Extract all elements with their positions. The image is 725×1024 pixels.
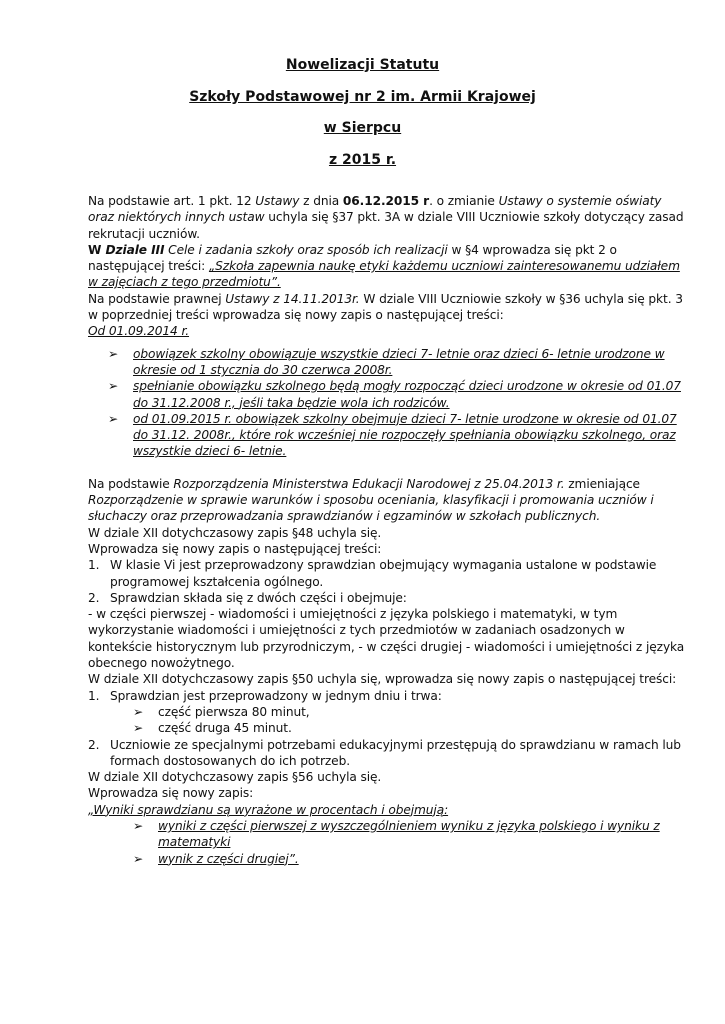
- arrow-bullet-icon: ➢: [133, 721, 144, 736]
- numbered-item-3: 1. Sprawdzian jest przeprowadzony w jednym dniu i trwa:: [88, 688, 442, 703]
- line-new-entry: Wprowadza się nowy zapis o następującej treści:: [88, 541, 382, 556]
- title-line-4: z 2015 r.: [328, 151, 397, 168]
- list-item: ➢ część druga 45 minut.: [133, 721, 292, 736]
- list-item: ➢ wyniki z części pierwszej z wyszczególnieniem wyniku z języka polskiego i wyniku z matematyki: [133, 818, 660, 850]
- exam-parts-paragraph: - w części pierwszej - wiadomości i umiejętności z języka polskiego i matematyki, w tym wykorzystanie wiadomości i umiejętności z tych przedmiotów w zadaniach osadzonych w kontekście historycznym lub przyrodniczym, - w części drugiej - wiadomości i umiejętności z języka obecnego nowożytnego.: [88, 607, 685, 671]
- results-intro: „Wyniki sprawdzianu są wyrażone w procentach i obejmują:: [88, 802, 449, 817]
- numbered-item-1: 1. W klasie Vi jest przeprowadzony sprawdzian obejmujący wymagania ustalone w podstawie programowej kształcenia ogólnego.: [88, 558, 657, 589]
- paragraph-3: Na podstawie prawnej Ustawy z 14.11.2013r. W dziale VIII Uczniowie szkoły w §36 uchyla się pkt. 3 w poprzedniej treści wprowadza się nowy zapis o następującej treści: Od 01.09.2014 r.: [88, 291, 683, 339]
- list-item: ➢ od 01.09.2015 r. obowiązek szkolny obejmuje dzieci 7- letnie urodzone w okresie od 01.07 do 31.12. 2008r., które rok wcześniej nie rozpoczęły spełniania obowiązku szkolnego, oraz wszystkie dzieci 6- letnie.: [108, 411, 677, 459]
- paragraph-2: W Dziale III Cele i zadania szkoły oraz sposób ich realizacji w §4 wprowadza się pkt 2 o następującej treści: „Szkoła zapewnia naukę etyki każdemu uczniowi zainteresowanemu udziałem w zajęciach z tego przedmiotu”.: [88, 242, 680, 290]
- arrow-bullet-icon: ➢: [108, 379, 119, 394]
- arrow-bullet-icon: ➢: [133, 818, 144, 833]
- line-56: W dziale XII dotychczasowy zapis §56 uchyla się.: [88, 770, 382, 785]
- numbered-item-2: 2. Sprawdzian składa się z dwóch części i obejmuje:: [88, 590, 407, 605]
- paragraph-4: Na podstawie Rozporządzenia Ministerstwa Edukacji Narodowej z 25.04.2013 r. zmieniające Rozporządzenie w sprawie warunków i sposobu oceniania, klasyfikacji i promowania uczniów i słuchaczy oraz przeprowadzania sprawdzianów i egzaminów w szkołach publicznych.: [88, 476, 654, 524]
- title-line-3: w Sierpcu: [323, 120, 402, 137]
- duration-list: [88, 704, 688, 737]
- list-item: ➢ część pierwsza 80 minut,: [133, 704, 310, 719]
- line-48: W dziale XII dotychczasowy zapis §48 uchyla się.: [88, 525, 382, 540]
- numbered-item-4: 2. Uczniowie ze specjalnymi potrzebami edukacyjnymi przestępują do sprawdzianu w ramach lub formach dostosowanych do ich potrzeb.: [88, 737, 681, 768]
- list-item: ➢ obowiązek szkolny obowiązuje wszystkie dzieci 7- letnie oraz dzieci 6- letnie urodzone w okresie od 1 stycznia do 30 czerwca 2008r.: [108, 346, 665, 377]
- arrow-bullet-icon: ➢: [108, 346, 119, 361]
- list-item: ➢ spełnianie obowiązku szkolnego będą mogły rozpocząć dzieci urodzone w okresie od 01.07 do 31.12.2008 r., jeśli taka będzie wola ich rodziców.: [108, 379, 681, 410]
- line-new-entry-2: Wprowadza się nowy zapis:: [88, 786, 254, 801]
- list-item: ➢ wynik z części drugiej”.: [133, 851, 299, 866]
- results-list: [88, 818, 688, 867]
- document-title: [0, 50, 725, 176]
- title-line-2: Szkoły Podstawowej nr 2 im. Armii Krajowej: [189, 88, 536, 105]
- line-50: W dziale XII dotychczasowy zapis §50 uchyla się, wprowadza się nowy zapis o następującej treści:: [88, 672, 677, 687]
- obligation-list: [88, 346, 688, 460]
- paragraph-1: Na podstawie art. 1 pkt. 12 Ustawy z dnia 06.12.2015 r. o zmianie Ustawy o systemie oświaty oraz niektórych innych ustaw uchyla się §37 pkt. 3A w dziale VIII Uczniowie szkoły dotyczący zasad rekrutacji uczniów.: [88, 194, 684, 241]
- arrow-bullet-icon: ➢: [133, 704, 144, 719]
- title-line-1: Nowelizacji Statutu: [285, 57, 440, 73]
- arrow-bullet-icon: ➢: [133, 851, 144, 866]
- arrow-bullet-icon: ➢: [108, 411, 119, 426]
- document-body: [88, 193, 688, 867]
